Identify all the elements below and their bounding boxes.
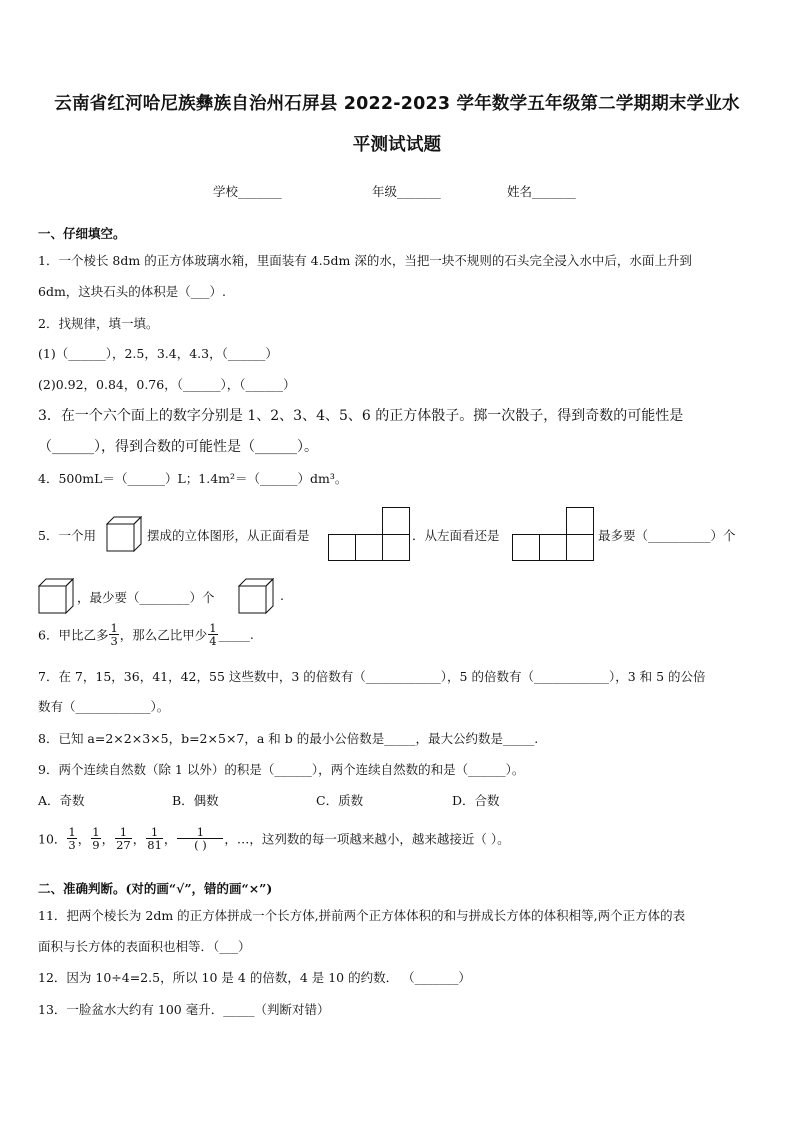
name-field: 姓名_______ (507, 184, 576, 199)
left-view-diagram (512, 507, 594, 561)
fraction-numerator: 1 (92, 825, 100, 839)
question-5-part-c: ．从左面看还是 (412, 528, 500, 543)
fraction-term (115, 826, 132, 851)
fraction-term (91, 826, 100, 851)
option-a: A．奇数 (38, 793, 85, 808)
question-3-line1: 3．在一个六个面上的数字分别是 1、2、3、4、5、6 的正方体骰子。掷一次骰子，得到奇数的可能性是 (38, 408, 684, 424)
question-11-line1: 11．把两个棱长为 2dm 的正方体拼成一个长方体,拼前两个正方体体积的和与拼成长方体的体积相等,两个正方体的表 (38, 908, 686, 923)
fraction-numerator: 1 (209, 621, 217, 635)
grade-field: 年级_______ (372, 184, 441, 199)
question-11-line2: 面积与长方体的表面积也相等．（___） (38, 939, 251, 954)
question-4: 4．500mL＝（______）L；1.4m²＝（______）dm³。 (38, 471, 348, 486)
option-c: C．质数 (316, 793, 364, 808)
question-5-part-f: . (280, 588, 284, 603)
question-7-line2: 数有（____________）。 (38, 699, 170, 714)
question-6-part-b: ，那么乙比甲少 (119, 627, 208, 643)
question-12: 12．因为 10÷4=2.5，所以 10 是 4 的倍数，4 是 10 的约数． （_______） (38, 970, 471, 985)
fraction-denominator: 81 (147, 838, 162, 852)
fraction-numerator: 1 (110, 621, 118, 635)
fraction-numerator: 1 (146, 826, 163, 839)
fraction-term-blank (177, 826, 223, 851)
fraction-one-third (109, 622, 118, 647)
question-1-line2: 6dm，这块石头的体积是（___）. (38, 284, 227, 299)
front-view-diagram (328, 507, 410, 561)
question-6-part-c: _____. (218, 627, 254, 642)
page-title-line2: 平测试试题 (352, 135, 442, 155)
question-10-tail: ，…，这列数的每一项越来越小，越来越接近（ ）。 (224, 831, 510, 847)
question-2-part2: (2)0.92，0.84，0.76，（______），（______） (38, 377, 296, 392)
fraction-denominator: ( ) (194, 838, 207, 852)
question-6-part-a: 6．甲比乙多 (38, 627, 109, 643)
cube-icon (106, 516, 142, 552)
question-3-line2: （______），得到合数的可能性是（______）。 (38, 439, 318, 455)
question-1-line1: 1．一个棱长 8dm 的正方体玻璃水箱，里面装有 4.5dm 深的水，当把一块不规则的石头完全浸入水中后，水面上升到 (38, 253, 692, 268)
page-title: 云南省红河哈尼族彝族自治州石屏县 2022-2023 学年数学五年级第二学期期末学业水 (54, 94, 740, 114)
question-10-label: 10． (38, 831, 67, 847)
school-field: 学校_______ (213, 184, 282, 199)
question-6 (38, 622, 254, 647)
fraction-term (67, 826, 76, 851)
fraction-denominator: 3 (110, 634, 118, 648)
question-10: 10． $\frac{1}{3}$ ， $\frac{1}{9}$ ， $\frac{1}{27}$ ， $\frac{1}{81}$ ， $\frac{1}{( )}$ ，…，这列数的每一项越来越小，越来越接近（ ）。 (38, 825, 510, 852)
fraction-denominator: 4 (209, 634, 217, 648)
question-5-part-a: 5．一个用 (38, 528, 96, 543)
question-13: 13．一脸盆水大约有 100 毫升．_____（判断对错） (38, 1002, 330, 1017)
fraction-numerator: 1 (115, 826, 132, 839)
fraction-numerator: 1 (177, 826, 223, 839)
cube-icon (238, 578, 274, 614)
question-2-stem: 2．找规律，填一填。 (38, 316, 159, 331)
fraction-denominator: 3 (68, 838, 76, 852)
question-5-part-d: 最多要（__________）个 (598, 528, 736, 543)
question-8: 8．已知 a=2×2×3×5，b=2×5×7，a 和 b 的最小公倍数是_____，最大公约数是_____. (38, 731, 539, 746)
question-7-line1: 7．在 7，15，36，41，42，55 这些数中，3 的倍数有（____________），5 的倍数有（____________），3 和 5 的公倍 (38, 669, 706, 684)
question-9-stem: 9．两个连续自然数（除 1 以外）的积是（______），两个连续自然数的和是（______）。 (38, 762, 525, 777)
option-d: D．合数 (452, 793, 500, 808)
fraction-denominator: 27 (116, 838, 131, 852)
fraction-numerator: 1 (68, 825, 76, 839)
fraction-one-fourth (208, 622, 217, 647)
fraction-term (146, 826, 163, 851)
cube-icon (38, 578, 74, 614)
section-heading-2: 二、准确判断。(对的画“√”，错的画“×”) (38, 881, 273, 896)
section-heading-1: 一、仔细填空。 (38, 226, 126, 241)
fraction-denominator: 9 (92, 838, 100, 852)
option-b: B．偶数 (172, 793, 219, 808)
question-5-part-b: 摆成的立体图形，从正面看是 (147, 528, 310, 543)
question-2-part1: (1)（______），2.5，3.4，4.3，（______） (38, 346, 278, 361)
question-5-part-e: ，最少要（________）个 (77, 590, 215, 605)
